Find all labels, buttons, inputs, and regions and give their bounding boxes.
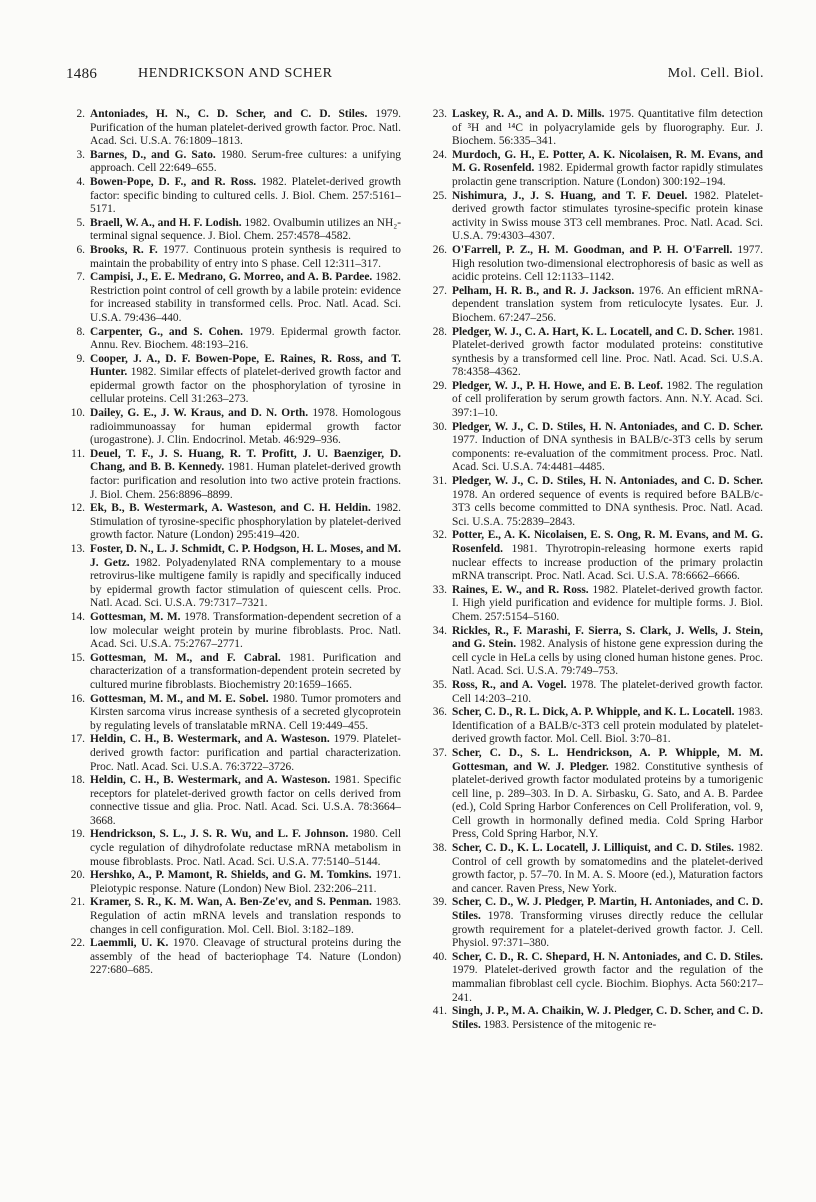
reference-authors: Antoniades, H. N., C. D. Scher, and C. D. Stiles. [90, 108, 368, 120]
reference-entry [428, 529, 763, 583]
reference-number: 17. [70, 733, 85, 746]
reference-number: 3. [76, 148, 85, 161]
reference-entry [66, 774, 401, 828]
reference-entry [66, 176, 401, 217]
reference-citation: 1977. Continuous protein synthesis is required to maintain the probability of entry into S phase. Cell 12:311–317. [90, 243, 401, 270]
reference-text [90, 611, 401, 652]
reference-text [90, 543, 401, 611]
reference-number: 39. [432, 896, 447, 909]
reference-text [452, 244, 763, 285]
reference-citation: 1982. The regulation of cell proliferation by serum growth factors. Ann. N.Y. Acad. Sci. 397:1–10. [452, 379, 763, 420]
reference-authors: Ross, R., and A. Vogel. [452, 678, 567, 691]
reference-authors: Scher, C. D., W. J. Pledger, P. Martin, H. Antoniades, and C. D. Stiles. [452, 896, 763, 923]
reference-text [90, 502, 401, 543]
reference-citation: 1983. Regulation of actin mRNA levels and translation responds to changes in cell configuration. Mol. Cell. Biol. 3:182–189. [90, 896, 401, 936]
reference-authors: Ek, B., B. Westermark, A. Wasteson, and C. H. Heldin. [90, 502, 371, 515]
reference-entry [66, 407, 401, 448]
reference-text [452, 190, 763, 244]
reference-citation: 1981. Human platelet-derived growth factor: purification and resolution into two active protein fractions. J. Biol. Chem. 256:8896–8899. [90, 461, 401, 501]
reference-text [90, 326, 401, 353]
reference-text [452, 108, 763, 149]
reference-number: 26. [432, 243, 447, 256]
reference-entry [428, 584, 763, 625]
reference-entry [428, 1005, 763, 1032]
reference-number: 24. [432, 148, 447, 161]
reference-citation: 1970. Cleavage of structural proteins during the assembly of the head of bacteriophage T4. Nature (London) 227:680–685. [90, 937, 402, 977]
reference-entry [66, 869, 401, 896]
reference-number: 15. [70, 651, 85, 664]
reference-text [452, 679, 763, 706]
reference-text [452, 747, 763, 842]
reference-entry [66, 502, 401, 543]
reference-citation: 1977. Induction of DNA synthesis in BALB/c-3T3 cells by serum components: re-evaluation of the commitment process. Proc. Natl. Acad. Sci. U.S.A. 74:4481–4485. [452, 434, 763, 474]
reference-text [452, 1005, 763, 1032]
reference-authors: Barnes, D., and G. Sato. [90, 148, 216, 161]
reference-number: 38. [432, 842, 447, 855]
reference-authors: Bowen-Pope, D. F., and R. Ross. [90, 175, 257, 188]
reference-authors: Foster, D. N., L. J. Schmidt, C. P. Hodgson, H. L. Moses, and M. J. Getz. [90, 543, 401, 569]
journal-abbrev: Mol. Cell. Biol. [667, 66, 764, 81]
reference-entry [66, 448, 401, 502]
reference-text [90, 896, 401, 937]
reference-number: 13. [70, 543, 85, 555]
reference-authors: Dailey, G. E., J. W. Kraus, and D. N. Orth. [90, 407, 309, 420]
reference-number: 37. [432, 746, 447, 759]
reference-authors: Pelham, H. R. B., and R. J. Jackson. [452, 284, 635, 297]
reference-authors: Heldin, C. H., B. Westermark, and A. Wasteson. [90, 774, 331, 787]
reference-text [90, 937, 401, 978]
reference-number: 27. [432, 284, 447, 297]
references-right-column [428, 108, 763, 1032]
reference-text [90, 271, 401, 325]
reference-entry [428, 190, 763, 244]
reference-entry [66, 108, 401, 149]
reference-entry [66, 693, 401, 734]
reference-text [452, 951, 763, 1005]
reference-citation: 1979. Platelet-derived growth factor and the regulation of the mammalian fibroblast cell cycle. Biochim. Biophys. Acta 560:217–241. [452, 964, 763, 1004]
reference-text [90, 108, 401, 149]
reference-entry [428, 625, 763, 679]
reference-text [452, 475, 763, 529]
reference-citation: 1983. Identification of a BALB/c-3T3 cell protein modulated by platelet-derived growth factor. Mol. Cell. Biol. 3:70–81. [452, 706, 763, 746]
reference-citation: 1981. Platelet-derived growth factor modulated proteins: constitutive synthesis by a transformed cell line. Proc. Natl. Acad. Sci. U.S.A. 78:4358–4362. [452, 325, 763, 379]
reference-text [90, 244, 401, 271]
reference-text [90, 176, 401, 217]
reference-text [452, 149, 763, 190]
reference-number: 32. [432, 529, 447, 542]
reference-entry [428, 706, 763, 747]
reference-entry [66, 652, 401, 693]
reference-authors: Kramer, S. R., K. M. Wan, A. Ben-Ze'ev, and S. Penman. [90, 896, 372, 909]
reference-citation: 1975. Quantitative film detection of ³H and ¹⁴C in polyacrylamide gels by fluorography. Eur. J. Biochem. 56:335–341. [452, 108, 763, 148]
reference-citation: 1983. Persistence of the mitogenic re- [480, 1018, 657, 1031]
reference-entry [428, 108, 763, 149]
reference-number: 33. [432, 583, 447, 596]
reference-authors: Carpenter, G., and S. Cohen. [90, 325, 243, 338]
reference-number: 28. [432, 325, 447, 338]
reference-citation: 1982. Platelet-derived growth factor: specific binding to cultured cells. J. Biol. Chem. 257:5161–5171. [90, 175, 401, 216]
reference-citation: 1982. Control of cell growth by somatomedins and the platelet-derived growth factor, p. 57–70. In M. A. S. Moore (ed.), Maturation factors and cancer. Raven Press, New York. [452, 842, 763, 895]
reference-citation: 1982. Restriction point control of cell growth by a labile protein: evidence for increased stability in transformed cells. Proc. Natl. Acad. Sci. U.S.A. 79:436–440. [90, 271, 401, 324]
reference-citation: 1979. Platelet-derived growth factor: purification and partial characterization. Proc. Natl. Acad. Sci. U.S.A. 76:3722–3726. [90, 733, 401, 773]
reference-text [90, 828, 401, 869]
reference-text [90, 733, 401, 774]
reference-text [452, 625, 763, 679]
reference-number: 41. [432, 1005, 447, 1018]
reference-citation: 1982. Epidermal growth factor rapidly stimulates prolactin gene transcription. Nature (London) 300:192–194. [452, 162, 763, 188]
reference-citation: 1982. Similar effects of platelet-derived growth factor and epidermal growth factor on the phosphorylation of tyrosine in cellular proteins. Cell 31:263–273. [90, 366, 401, 406]
reference-authors: Murdoch, G. H., E. Potter, A. K. Nicolaisen, R. M. Evans, and M. G. Rosenfeld. [452, 148, 763, 175]
reference-authors: Hendrickson, S. L., J. S. R. Wu, and L. F. Johnson. [90, 828, 349, 841]
reference-authors: Gottesman, M. M., and F. Cabral. [90, 651, 281, 664]
reference-text [90, 693, 401, 734]
reference-entry [428, 475, 763, 529]
reference-citation: 1971. Pleiotypic response. Nature (London) New Biol. 232:206–211. [90, 869, 401, 895]
reference-authors: Deuel, T. F., J. S. Huang, R. T. Profitt, J. U. Baenziger, D. Chang, and B. B. Kennedy. [90, 447, 401, 474]
running-header [66, 66, 764, 88]
reference-authors: Cooper, J. A., D. F. Bowen-Pope, E. Raines, R. Ross, and T. Hunter. [90, 352, 401, 379]
reference-authors: Scher, C. D., R. C. Shepard, H. N. Antoniades, and C. D. Stiles. [452, 950, 763, 963]
reference-number: 21. [70, 896, 85, 909]
reference-number: 40. [432, 950, 447, 963]
reference-entry [66, 733, 401, 774]
reference-text [90, 149, 401, 176]
reference-entry [428, 842, 763, 896]
reference-entry [428, 149, 763, 190]
reference-citation: 1982. Constitutive synthesis of platelet-derived growth factor modulated proteins by a tumorigenic cell line, p. 289–303. In D. A. Sirbasku, G. Sato, and A. B. Pardee (ed.), Cold Spring Harbor Conferences on Cell Proliferation, vol. 9, Cell growth in hormonally defined media. Cold Spring Harbor Press, Cold Spring Harbor, N.Y. [452, 760, 763, 841]
reference-citation: 1981. Specific receptors for platelet-derived growth factor on cells derived from connective tissue and glia. Proc. Natl. Acad. Sci. U.S.A. 78:3664–3668. [90, 774, 402, 827]
reference-authors: Laemmli, U. K. [90, 937, 169, 950]
reference-authors: Laskey, R. A., and A. D. Mills. [452, 108, 605, 120]
reference-entry [428, 896, 763, 950]
reference-citation: 1978. Homologous radioimmunoassay for human epidermal growth factor (urogastrone). J. Clin. Endocrinol. Metab. 46:929–936. [90, 407, 401, 447]
reference-citation: 1981. Thyrotropin-releasing hormone exerts rapid nuclear effects to increase production of the primary prolactin mRNA transcript. Proc. Natl. Acad. Sci. U.S.A. 78:6662–6666. [452, 543, 763, 583]
reference-text [452, 842, 763, 896]
reference-citation: 1982. Stimulation of tyrosine-specific phosphorylation by platelet-derived growth factor. Nature (London) 295:419–420. [90, 502, 401, 542]
reference-entry [428, 679, 763, 706]
reference-number: 30. [432, 420, 447, 433]
reference-text [452, 380, 763, 421]
page-number: 1486 [66, 66, 98, 82]
reference-citation: 1980. Serum-free cultures: a unifying approach. Cell 22:649–655. [90, 148, 401, 175]
reference-text [90, 869, 401, 896]
reference-authors: O'Farrell, P. Z., H. M. Goodman, and P. H. O'Farrell. [452, 243, 733, 256]
reference-text [452, 529, 763, 583]
reference-number: 29. [432, 379, 447, 392]
reference-authors: Hershko, A., P. Mamont, R. Shields, and G. M. Tomkins. [90, 869, 372, 882]
reference-entry [66, 326, 401, 353]
reference-text [90, 217, 401, 244]
reference-entry [66, 353, 401, 407]
reference-citation: 1982. Polyadenylated RNA complementary to a mouse retrovirus-like multigene family is rapidly and specifically induced by epidermal growth factor stimulation of quiescent cells. Proc. Natl. Acad. Sci. U.S.A. 79:7317–7321. [90, 556, 401, 610]
reference-text [452, 706, 763, 747]
reference-text [90, 407, 401, 448]
reference-authors: Singh, J. P., M. A. Chaikin, W. J. Pledger, C. D. Scher, and C. D. Stiles. [452, 1005, 763, 1031]
reference-number: 34. [432, 624, 447, 637]
reference-text [90, 448, 401, 502]
reference-authors: Gottesman, M. M. [90, 610, 181, 623]
reference-number: 20. [70, 869, 85, 882]
reference-authors: Pledger, W. J., C. A. Hart, K. L. Locatell, and C. D. Scher. [452, 325, 735, 338]
reference-citation: 1981. Purification and characterization of a transformation-dependent protein secreted by cultured murine fibroblasts. Biochemistry 20:1659–1665. [90, 651, 401, 691]
reference-citation: 1979. Epidermal growth factor. Annu. Rev. Biochem. 48:193–216. [90, 325, 401, 352]
reference-authors: Braell, W. A., and H. F. Lodish. [90, 216, 242, 229]
reference-number: 8. [76, 325, 85, 338]
reference-text [452, 584, 763, 625]
reference-text [452, 421, 763, 475]
reference-entry [428, 285, 763, 326]
reference-entry [428, 380, 763, 421]
reference-number: 16. [70, 692, 85, 705]
references-left-column [66, 108, 401, 978]
reference-authors: Heldin, C. H., B. Westermark, and A. Wasteson. [90, 733, 330, 746]
reference-citation: 1982. Platelet-derived growth factor stimulates tyrosine-specific protein kinase activity in Swiss mouse 3T3 cell membranes. Proc. Natl. Acad. Sci. U.S.A. 79:4303–4307. [452, 189, 763, 243]
reference-entry [66, 271, 401, 325]
reference-entry [428, 244, 763, 285]
reference-number: 6. [76, 243, 85, 256]
reference-authors: Brooks, R. F. [90, 243, 158, 256]
reference-entry [66, 937, 401, 978]
reference-entry [66, 149, 401, 176]
reference-text [90, 774, 401, 828]
running-authors: HENDRICKSON AND SCHER [138, 66, 333, 81]
reference-text [452, 285, 763, 326]
reference-authors: Potter, E., A. K. Nicolaisen, E. S. Ong, R. M. Evans, and M. G. Rosenfeld. [452, 529, 763, 555]
reference-citation: 1978. The platelet-derived growth factor. Cell 14:203–210. [452, 678, 763, 705]
reference-citation: 1982. Platelet-derived growth factor. I. High yield purification and evidence for multiple forms. J. Biol. Chem. 257:5154–5160. [452, 583, 763, 623]
reference-authors: Pledger, W. J., C. D. Stiles, H. N. Antoniades, and C. D. Scher. [452, 420, 763, 433]
reference-authors: Nishimura, J., J. S. Huang, and T. F. Deuel. [452, 189, 688, 202]
reference-number: 9. [76, 352, 85, 365]
reference-number: 31. [432, 475, 447, 488]
reference-number: 23. [432, 108, 447, 120]
reference-entry [66, 611, 401, 652]
reference-text [452, 896, 763, 950]
reference-citation: 1978. An ordered sequence of events is required before BALB/c-3T3 cells become committed to DNA synthesis. Proc. Natl. Acad. Sci. U.S.A. 75:2839–2843. [452, 488, 763, 528]
reference-number: 25. [432, 189, 447, 202]
reference-authors: Scher, C. D., S. L. Hendrickson, A. P. Whipple, M. M. Gottesman, and W. J. Pledger. [452, 746, 763, 773]
reference-number: 2. [76, 108, 85, 120]
reference-text [452, 326, 763, 380]
reference-number: 10. [70, 407, 85, 420]
reference-citation: 1980. Cell cycle regulation of dihydrofolate reductase mRNA metabolism in mouse fibroblasts. Proc. Natl. Acad. Sci. U.S.A. 77:5140–5144. [90, 828, 401, 868]
reference-citation: 1976. An efficient mRNA-dependent translation system from reticulocyte lysates. Eur. J. Biochem. 67:247–256. [452, 284, 763, 324]
reference-entry [428, 951, 763, 1005]
reference-authors: Raines, E. W., and R. Ross. [452, 583, 589, 596]
reference-authors: Rickles, R., F. Marashi, F. Sierra, S. Clark, J. Wells, J. Stein, and G. Stein. [452, 624, 763, 651]
reference-citation: 1982. Analysis of histone gene expression during the cell cycle in HeLa cells by using cloned human histone genes. Proc. Natl. Acad. Sci. U.S.A. 79:749–753. [452, 638, 763, 678]
reference-citation: 1978. Transformation-dependent secretion of a low molecular weight protein by murine fibroblasts. Proc. Natl. Acad. Sci. U.S.A. 75:2767–2771. [90, 610, 401, 651]
reference-authors: Pledger, W. J., C. D. Stiles, H. N. Antoniades, and C. D. Scher. [452, 475, 763, 488]
reference-number: 18. [70, 774, 85, 787]
reference-number: 12. [70, 502, 85, 515]
reference-entry [66, 217, 401, 244]
reference-authors: Pledger, W. J., P. H. Howe, and E. B. Leof. [452, 379, 663, 392]
reference-text [90, 652, 401, 693]
reference-citation: 1978. Transforming viruses directly reduce the cellular growth requirement for a platelet-derived growth factor. J. Cell. Physiol. 97:371–380. [452, 910, 763, 950]
reference-text [90, 353, 401, 407]
reference-number: 5. [76, 216, 85, 229]
reference-citation: 1982. Ovalbumin utilizes an NH₂-terminal signal sequence. J. Biol. Chem. 257:4578–4582. [90, 216, 401, 243]
reference-entry [66, 543, 401, 611]
reference-authors: Scher, C. D., K. L. Locatell, J. Lilliquist, and C. D. Stiles. [452, 842, 734, 855]
reference-citation: 1979. Purification of the human platelet-derived growth factor. Proc. Natl. Acad. Sci. U.S.A. 76:1809–1813. [90, 108, 401, 148]
reference-number: 22. [70, 937, 85, 950]
reference-authors: Campisi, J., E. E. Medrano, G. Morreo, and A. B. Pardee. [90, 271, 373, 284]
reference-entry [66, 896, 401, 937]
reference-authors: Scher, C. D., R. L. Dick, A. P. Whipple, and K. L. Locatell. [452, 706, 735, 719]
reference-number: 14. [70, 610, 85, 623]
reference-entry [66, 244, 401, 271]
reference-entry [428, 421, 763, 475]
reference-citation: 1980. Tumor promoters and Kirsten sarcoma virus increase synthesis of a secreted glycoprotein by regulating levels of translatable mRNA. Cell 19:449–455. [90, 692, 401, 732]
reference-authors: Gottesman, M. M., and M. E. Sobel. [90, 692, 269, 705]
reference-citation: 1977. High resolution two-dimensional electrophoresis of basic as well as acidic proteins. Cell 12:1133–1142. [452, 243, 763, 284]
reference-number: 7. [76, 271, 85, 284]
reference-number: 4. [76, 175, 85, 188]
reference-number: 36. [432, 706, 447, 719]
reference-entry [66, 828, 401, 869]
reference-entry [428, 747, 763, 842]
reference-number: 19. [70, 828, 85, 841]
reference-number: 11. [71, 447, 85, 460]
reference-number: 35. [432, 678, 447, 691]
reference-entry [428, 326, 763, 380]
